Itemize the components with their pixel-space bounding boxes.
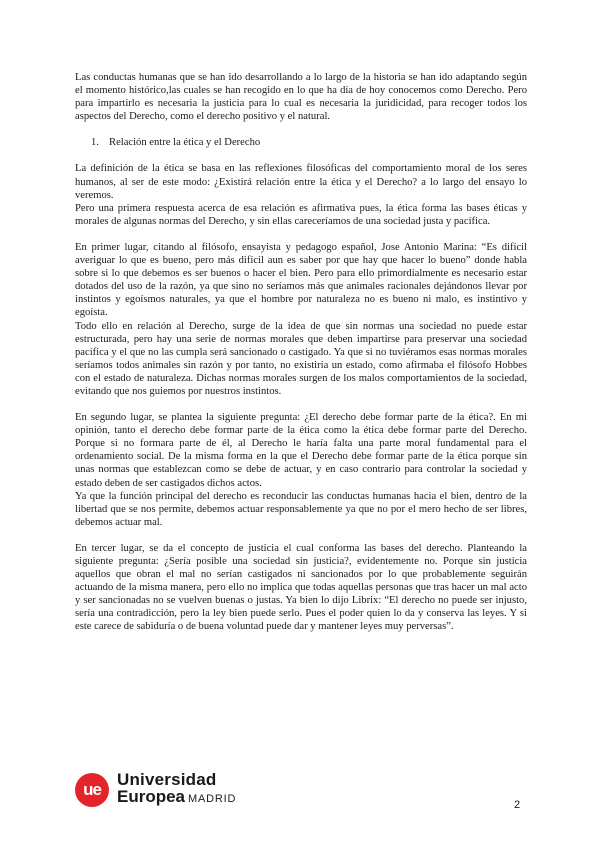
paragraph-first-point: En primer lugar, citando al filósofo, ensayista y pedagogo español, Jose Antonio Marina: “Es difícil averiguar lo que es bueno, pero más difícil aun es saber por que hay que hacer lo bueno” donde habla sobre si lo que debemos es ser buenos o hacer el bien. Pero para ello primordialmente es necesario estar dotados del uso de la razón, ya que sino no seríamos más que animales racionales dejándonos llevar por instintos y egoísmos naturales, ya que el hombre por naturaleza no es bueno ni malo, es instintivo y egoísta.	[75, 241, 527, 319]
ue-logo-icon: ue	[75, 773, 109, 807]
spacer	[75, 149, 527, 162]
section-heading-number: 1.	[91, 137, 99, 149]
page-number: 2	[514, 799, 521, 811]
paragraph-definition: La definición de la ética se basa en las reflexiones filosóficas del comportamiento moral de los seres humanos, al ser de este modo: ¿Existirá relación entre la ética y el Derecho? a lo largo del ensayo lo veremos.	[75, 163, 527, 201]
logo-line-universidad: Universidad	[117, 770, 217, 789]
paragraph-second-point: En segundo lugar, se plantea la siguiente pregunta: ¿El derecho debe formar parte de la ética?. En mi opinión, tanto el derecho debe formar parte de la ética como la ética debe formar parte del Derecho. Porque si no formara parte de él, al Derecho le haría falta una parte moral fundamental para el ordenamiento social. De la misma forma en la que el Derecho debe formar parte de la ética porque sin unas normas que establezcan como se debe de actuar, y en caso contrario para controlar la sociedad y estado deben de ser castigados dichos actos.	[75, 412, 527, 489]
section-heading-text: Relación entre la ética y el Derecho	[109, 137, 261, 149]
spacer	[75, 529, 527, 542]
logo-europea: Europea	[117, 787, 186, 806]
section-heading	[75, 136, 527, 149]
paragraph-derecho-relation: Todo ello en relación al Derecho, surge de la idea de que sin normas una sociedad no puede estar estructurada, pero hay una serie de normas morales que deben impartirse para preservar una sociedad pacífica y el que no las cumpla será sancionado o castigado. Ya que si no tuviéramos esas normas morales seríamos todos animales sin razón y por tanto, no existiría un estado, como afirmaba el filósofo Hobbes con el estado de naturaleza. Dichas normas morales surgen de los malos comportamientos de la sociedad, evitando que nos guiemos por nuestros instintos.	[75, 320, 527, 397]
paragraph-third-point: En tercer lugar, se da el concepto de justicia el cual conforma las bases del derecho. Planteando la siguiente pregunta: ¿Sería posible una sociedad sin justicia?, evidentemente no. Porque sin justicia aquellos que obran el mal no serían castigados ni sancionados por lo que probablemente seguirán actuando de la misma manera, pero ello no implica que todas aquellas personas que tras hacer un mal acto y ser sancionadas no se vuelven buenas o justas. Ya bien lo dijo Librix: “El derecho no puede ser injusto, sería una contradicción, pero la ley bien puede serlo. Pues el poder quien lo da y conserva las leyes. Y si este carece de sabiduría o de buena voluntad puede dar y mantener leyes muy perversas”.	[75, 542, 527, 633]
paragraph-intro: Las conductas humanas que se han ido desarrollando a lo largo de la historia se han ido adaptando según el momento histórico,las cuales se han recogido en lo que ha día de hoy conocemos como Derecho. Pero para impartirlo es necesaria la justicia para lo cual es necesaria la juridicidad, para recoger todos los aspectos del Derecho, como el derecho positivo y el natural.	[75, 72, 527, 123]
paragraph-derecho-function: Ya que la función principal del derecho es reconducir las conductas humanas hacia el bien, dentro de la libertad que se nos permite, debemos actuar responsablemente ya que no por el mero hecho de ser libres, debemos actuar mal.	[75, 490, 527, 528]
spacer	[75, 398, 527, 411]
document-body	[75, 71, 527, 634]
spacer	[75, 228, 527, 241]
paragraph-first-answer: Pero una primera respuesta acerca de esa relación es afirmativa pues, la ética forma las bases éticas y morales de algunas normas del Derecho, y sin ellas careceríamos de una sociedad justa y pacífica.	[75, 202, 527, 227]
logo-line-europea	[117, 788, 236, 808]
spacer	[75, 123, 527, 136]
university-logo	[75, 771, 236, 808]
logo-madrid: MADRID	[188, 793, 237, 805]
logo-wordmark	[117, 771, 236, 808]
